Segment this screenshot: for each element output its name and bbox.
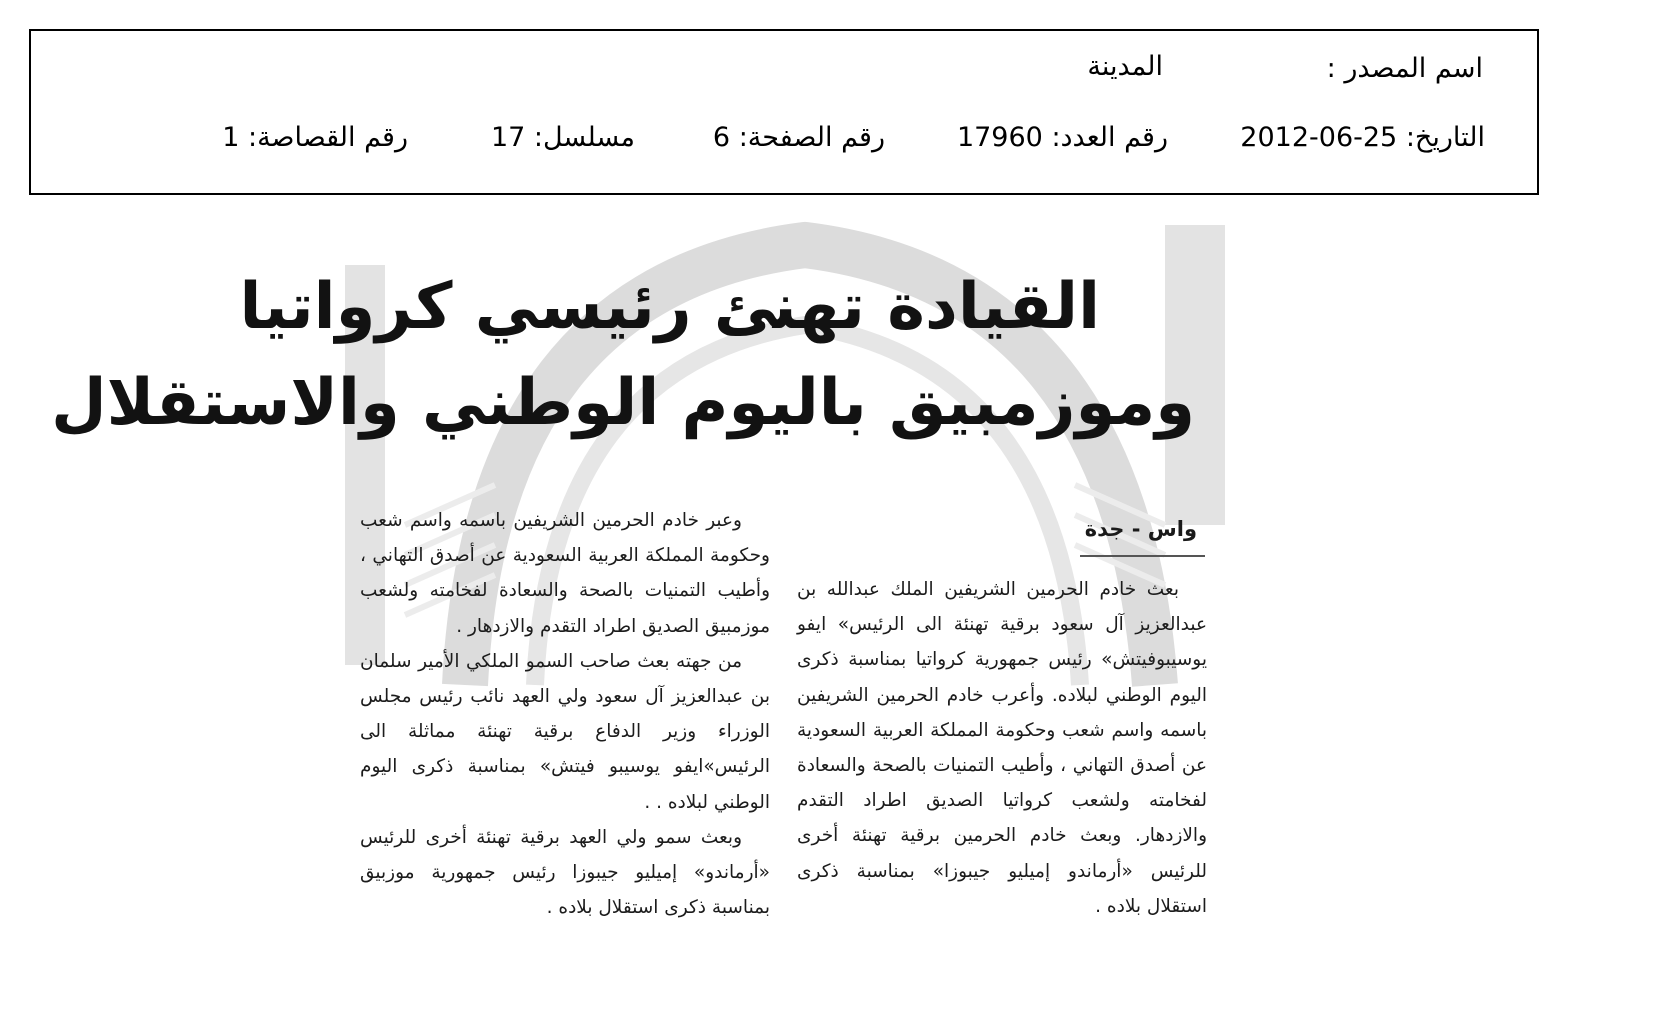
- byline-divider: [1080, 555, 1205, 557]
- source-value: المدينة: [1087, 51, 1163, 82]
- metadata-box: [29, 29, 1539, 195]
- paragraph: بعث خادم الحرمين الشريفين الملك عبدالله بن عبدالعزيز آل سعود برقية تهنئة الى الرئيس» ايفو يوسيبوفيتش» رئيس جمهورية كرواتيا بمناسبة ذكرى اليوم الوطني لبلاده. وأعرب خادم الحرمين الشريفين باسمه واسم شعب وحكومة المملكة العربية السعودية عن أصدق التهاني ، وأطيب التمنيات بالصحة والسعادة لفخامته ولشعب كرواتيا الصديق اطراد التقدم والازدهار. وبعث خادم الحرمين برقية تهنئة أخرى للرئيس «أرماندو إميليو جيبوزا» بمناسبة ذكرى استقلال بلاده .: [797, 579, 1207, 917]
- paragraph: وبعث سمو ولي العهد برقية تهنئة أخرى للرئيس «أرماندو» إميليو جيبوزا رئيس جمهورية موزبيق بمناسبة ذكرى استقلال بلاده .: [360, 826, 770, 919]
- article-column-left: [360, 503, 770, 925]
- serial-field: مسلسل: 17: [490, 122, 635, 153]
- clipping-number-field: رقم القصاصة: 1: [222, 122, 408, 153]
- page-number-field: رقم الصفحة: 6: [712, 122, 885, 153]
- source-label: اسم المصدر :: [1326, 53, 1483, 84]
- article-clipping: [51, 225, 1225, 1015]
- headline-line-1: القيادة تهنئ رئيسي كرواتيا: [239, 270, 1100, 344]
- paragraph: من جهته بعث صاحب السمو الملكي الأمير سلمان بن عبدالعزيز آل سعود ولي العهد نائب رئيس مجلس الوزراء وزير الدفاع برقية تهنئة مماثلة الى الرئيس»ايفو يوسيبو فيتش» بمناسبة ذكرى اليوم الوطني لبلاده . .: [360, 650, 770, 813]
- date-field: التاريخ: 25-06-2012: [1240, 122, 1485, 153]
- article-column-right: [797, 572, 1207, 924]
- paragraph: وعبر خادم الحرمين الشريفين باسمه واسم شعب وحكومة المملكة العربية السعودية عن أصدق التهاني ، وأطيب التمنيات بالصحة والسعادة لفخامته ولشعب موزمبيق الصديق اطراد التقدم والازدهار .: [360, 510, 770, 637]
- byline: واس - جدة: [1084, 517, 1197, 541]
- issue-number-field: رقم العدد: 17960: [956, 122, 1168, 153]
- headline-line-2: وموزمبيق باليوم الوطني والاستقلال: [51, 366, 1195, 440]
